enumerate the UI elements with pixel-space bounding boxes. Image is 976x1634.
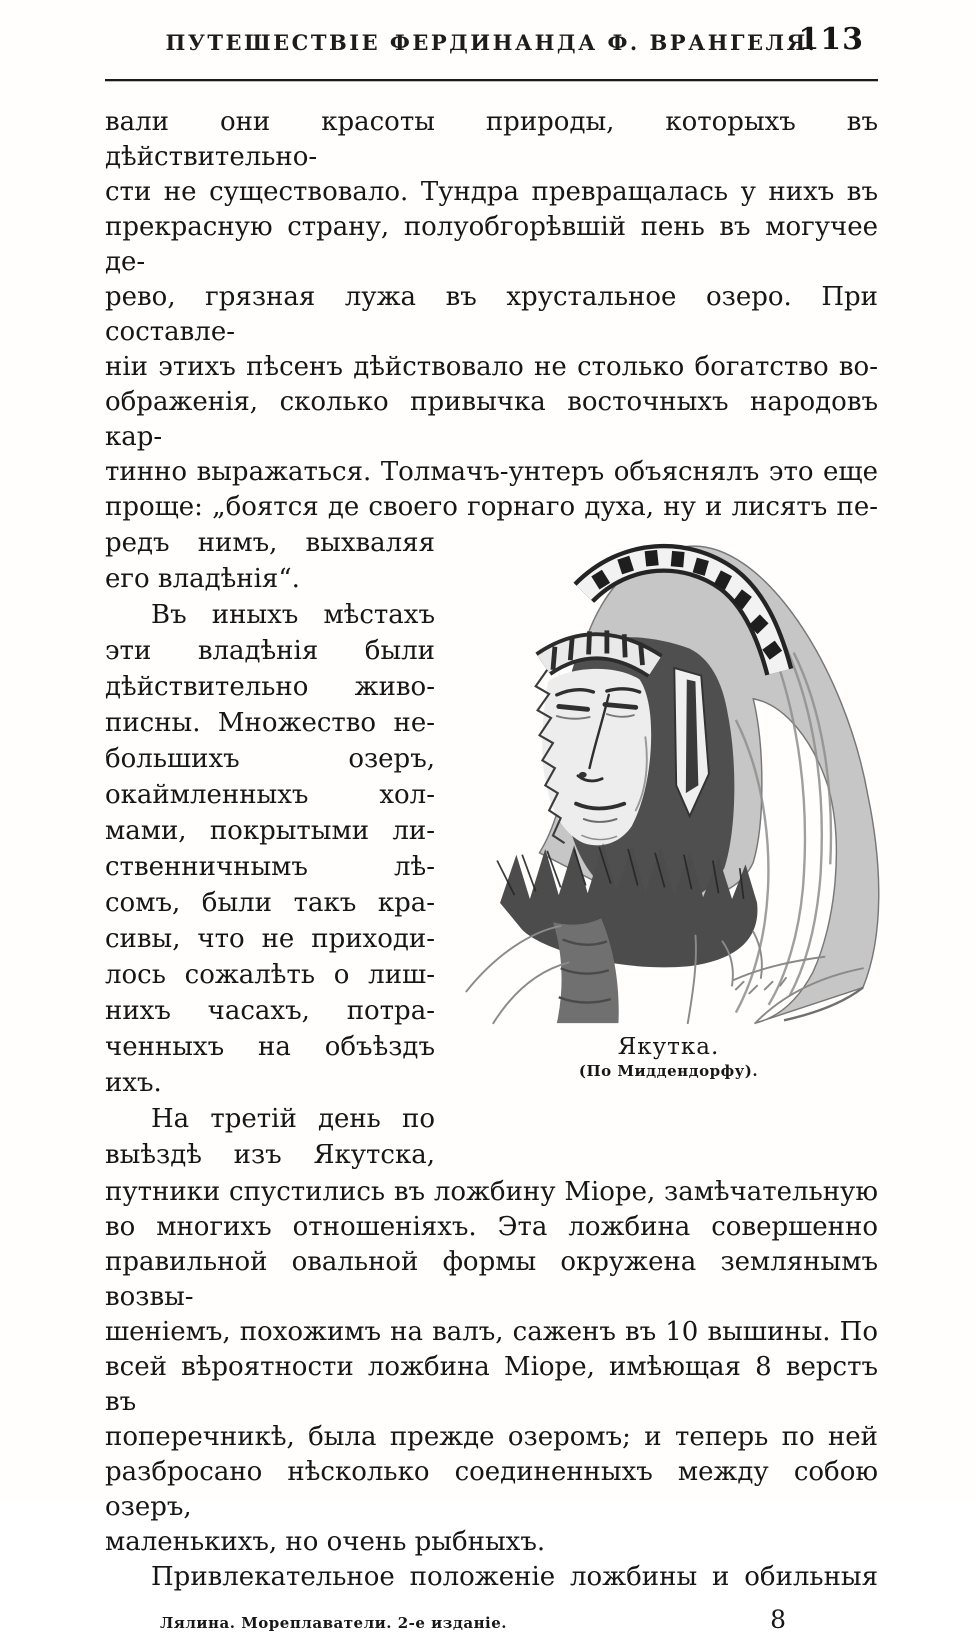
text-line: сивы, что не приходи- [105,924,435,954]
text-line: прекрасную страну, полуобгорѣвшій пень въ могучее де- [105,212,878,277]
text-line: шеніемъ, похожимъ на валъ, саженъ въ 10 вышины. По [105,1317,878,1347]
text-line: сомъ, были такъ кра- [105,888,435,918]
header-rule [105,79,878,81]
text-line: путники спустились въ ложбину Міоре, замѣчательную [105,1177,878,1207]
text-and-figure-row [105,525,878,1173]
text-line: сти не существовало. Тундра превращалась у нихъ въ [105,177,878,207]
text-line: писны. Множество не- [105,708,435,738]
text-line: нихъ часахъ, потра- [105,996,435,1026]
page-footer [105,1605,878,1634]
figure [435,525,890,1173]
text-line: лось сожалѣть о лиш- [105,960,435,990]
text-line: тинно выражаться. Толмачъ-унтеръ объяснялъ это еще [105,457,878,487]
text-line: дѣйствительно живо- [105,672,435,702]
running-title: ПУТЕШЕСТВІЕ ФЕРДИНАНДА Ф. ВРАНГЕЛЯ. [165,30,818,55]
page-header [105,0,878,68]
text-line: правильной овальной формы окружена землянымъ возвы- [105,1247,878,1312]
page-number: 113 [798,22,864,57]
figure-caption: Якутка. [617,1034,720,1060]
text-line: выѣздѣ изъ Якутска, [105,1140,435,1170]
text-line: Привлекательное положеніе ложбины и обильныя [151,1562,878,1592]
text-line: эти владѣнія были [105,636,435,666]
text-line: ихъ. [105,1068,162,1098]
paragraph-block-bottom [105,1175,878,1595]
text-line: редъ нимъ, выхваляя [105,528,435,558]
footer-sheet-number: 8 [770,1605,786,1634]
yakut-woman-portrait-illustration [447,537,890,1028]
paragraph-block-top [105,105,878,525]
text-line: поперечникѣ, была прежде озеромъ; и теперь по ней [105,1422,878,1452]
text-line: вали они красоты природы, которыхъ въ дѣйствительно- [105,107,878,172]
footer-signature: Лялина. Мореплаватели. 2-е изданіе. [160,1614,508,1632]
figure-subcaption: (По Миддендорфу). [578,1062,759,1080]
text-line: На третій день по [151,1104,435,1134]
text-line: Въ иныхъ мѣстахъ [151,600,435,630]
text-line: окаймленныхъ хол- [105,780,435,810]
text-line: мами, покрытыми ли- [105,816,435,846]
text-line: ніи этихъ пѣсенъ дѣйствовало не столько богатство во- [105,352,878,382]
left-text-column [105,525,435,1173]
text-line: проще: „боятся де своего горнаго духа, ну и лисятъ пе- [105,492,878,522]
text-line: большихъ озеръ, [105,744,435,774]
text-line: ственничнымъ лѣ- [105,852,435,882]
text-line: ченныхъ на объѣздъ [105,1032,435,1062]
text-line: во многихъ отношеніяхъ. Эта ложбина совершенно [105,1212,878,1242]
text-line: ображенія, сколько привычка восточныхъ народовъ кар- [105,387,878,452]
text-line: его владѣнія“. [105,564,300,594]
text-line: маленькихъ, но очень рыбныхъ. [105,1527,546,1557]
text-line: разбросано нѣсколько соединенныхъ между собою озеръ, [105,1457,878,1522]
text-line: рево, грязная лужа въ хрустальное озеро. При составле- [105,282,878,347]
text-line: всей вѣроятности ложбина Міоре, имѣющая 8 верстъ въ [105,1352,878,1417]
